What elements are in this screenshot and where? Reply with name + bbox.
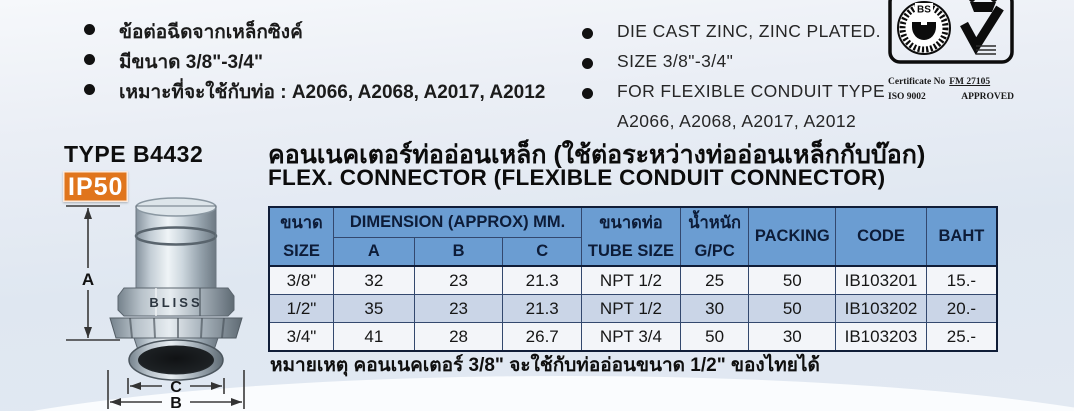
table-row: 3/4" 41 28 26.7 NPT 3/4 50 30 IB103203 25.- — [269, 323, 997, 352]
bullet-icon — [84, 54, 95, 65]
col-header-b: B — [414, 238, 503, 267]
table-row: 1/2" 35 23 21.3 NPT 1/2 30 50 IB103202 20.- — [269, 295, 997, 323]
bullet-icon — [582, 58, 593, 69]
col-header-tube-size: ขนาดท่อ TUBE SIZE — [582, 207, 681, 266]
bullet-icon — [84, 84, 95, 95]
page-title-english: FLEX. CONNECTOR (FLEXIBLE CONDUIT CONNECTOR) — [268, 165, 886, 190]
feature-text: FOR FLEXIBLE CONDUIT TYPE — [617, 81, 886, 101]
list-item — [84, 77, 545, 107]
page-title-thai: คอนเนคเตอร์ท่ออ่อนเหล็ก (ใช้ต่อระหว่างท่ออ่อนเหล็กกับบ๊อก) — [268, 141, 926, 169]
feature-text: DIE CAST ZINC, ZINC PLATED. — [617, 21, 881, 41]
bullet-icon — [84, 24, 95, 35]
certificate-number: FM 27105 — [949, 77, 991, 87]
list-item — [582, 21, 885, 51]
list-item — [84, 47, 545, 77]
feature-text: ข้อต่อฉีดจากเหล็กซิงค์ — [119, 22, 303, 43]
dim-b-label: B — [170, 395, 182, 411]
accreditation-crown-tick-icon — [964, 0, 1000, 54]
product-photo-connector — [58, 192, 273, 411]
dim-c-label: C — [170, 379, 182, 396]
list-item — [582, 81, 885, 111]
col-header-dimension: DIMENSION (APPROX) MM. — [334, 207, 582, 238]
feature-text: มีขนาด 3/8"-3/4" — [119, 52, 263, 73]
certificate-label: Certificate No — [888, 77, 946, 87]
bsi-registered-firm-icon — [888, 0, 1014, 66]
bullet-icon — [582, 28, 593, 39]
col-header-packing: PACKING — [749, 207, 836, 266]
col-header-a: A — [334, 238, 415, 267]
col-header-code: CODE — [836, 207, 927, 266]
col-header-baht: BAHT — [926, 207, 997, 266]
certificate-text — [888, 77, 1014, 102]
table-footnote: หมายเหตุ คอนเนคเตอร์ 3/8" จะใช้กับท่ออ่อนขนาด 1/2" ของไทยได้ — [270, 355, 820, 376]
features-english-list — [582, 21, 885, 139]
iso-standard: ISO 9002 — [888, 92, 926, 102]
approved-label: APPROVED — [961, 92, 1014, 102]
feature-text: A2066, A2068, A2017, A2012 — [617, 111, 857, 131]
col-header-c: C — [503, 238, 582, 267]
bs-letters: BS — [917, 4, 931, 16]
spec-table — [268, 206, 998, 352]
brand-embossed: BLISS — [149, 295, 203, 310]
col-header-weight: น้ำหนัก G/PC — [680, 207, 749, 266]
col-header-size: ขนาด SIZE — [269, 207, 334, 266]
connector-body — [110, 198, 242, 380]
dim-a-label: A — [81, 270, 95, 289]
feature-text: เหมาะที่จะใช้กับท่อ : A2066, A2068, A2017, A2012 — [119, 82, 546, 103]
list-item — [84, 17, 545, 47]
certification-block — [888, 0, 1018, 102]
feature-text: SIZE 3/8"-3/4" — [617, 51, 734, 71]
product-type-label: TYPE B4432 — [64, 141, 204, 167]
table-row: 3/8" 32 23 21.3 NPT 1/2 25 50 IB103201 15.- — [269, 266, 997, 295]
ip-rating-badge: IP50 — [63, 171, 128, 202]
list-item — [582, 51, 885, 81]
features-thai-list — [84, 17, 545, 107]
bullet-icon — [582, 88, 593, 99]
